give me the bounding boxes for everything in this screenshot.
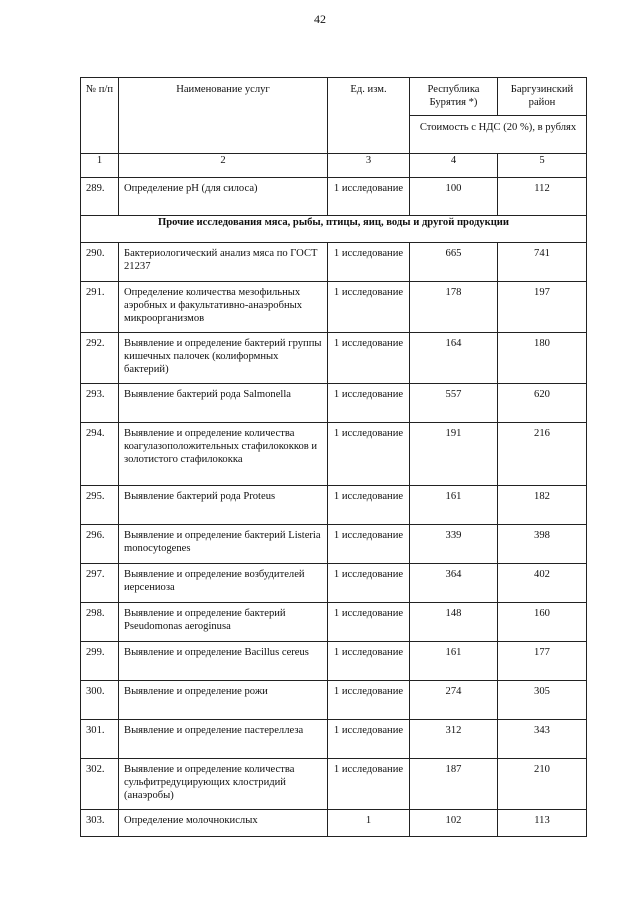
row-number: 299. <box>81 642 119 681</box>
service-name: Бактериологический анализ мяса по ГОСТ 21237 <box>119 243 328 282</box>
price-republic: 364 <box>410 564 498 603</box>
service-name: Определение pH (для силоса) <box>119 178 328 216</box>
price-republic: 187 <box>410 759 498 810</box>
service-name: Выявление и определение количества сульфитредуцирующих клостридий (анаэробы) <box>119 759 328 810</box>
service-name: Выявление и определение бактерий Pseudomonas aeroginusa <box>119 603 328 642</box>
price-barguzin: 620 <box>498 384 587 423</box>
row-number: 294. <box>81 423 119 486</box>
row-number: 298. <box>81 603 119 642</box>
price-barguzin: 741 <box>498 243 587 282</box>
price-republic: 178 <box>410 282 498 333</box>
table-row <box>81 243 587 282</box>
price-republic: 665 <box>410 243 498 282</box>
table-row <box>81 486 587 525</box>
header-unit: Ед. изм. <box>328 78 410 154</box>
row-number: 303. <box>81 810 119 837</box>
unit: 1 <box>328 810 410 837</box>
price-republic: 312 <box>410 720 498 759</box>
unit: 1 исследование <box>328 243 410 282</box>
unit: 1 исследование <box>328 178 410 216</box>
unit: 1 исследование <box>328 333 410 384</box>
unit: 1 исследование <box>328 486 410 525</box>
table-row <box>81 759 587 810</box>
price-barguzin: 305 <box>498 681 587 720</box>
unit: 1 исследование <box>328 759 410 810</box>
row-number: 296. <box>81 525 119 564</box>
table-row <box>81 603 587 642</box>
section-title: Прочие исследования мяса, рыбы, птицы, яиц, воды и другой продукции <box>81 216 587 243</box>
service-name: Выявление и определение рожи <box>119 681 328 720</box>
price-barguzin: 210 <box>498 759 587 810</box>
page-number: 42 <box>314 12 326 26</box>
row-number: 293. <box>81 384 119 423</box>
service-name: Выявление и определение Bacillus cereus <box>119 642 328 681</box>
unit: 1 исследование <box>328 681 410 720</box>
service-name: Выявление и определение бактерий группы кишечных палочек (колиформных бактерий) <box>119 333 328 384</box>
table-row <box>81 525 587 564</box>
row-number: 295. <box>81 486 119 525</box>
row-number: 300. <box>81 681 119 720</box>
price-republic: 274 <box>410 681 498 720</box>
service-name: Определение молочнокислых <box>119 810 328 837</box>
table-row <box>81 564 587 603</box>
service-name: Выявление и определение бактерий Listeria monocytogenes <box>119 525 328 564</box>
column-number: 1 <box>81 154 119 178</box>
table-row <box>81 720 587 759</box>
header-republic: Республика Бурятия *) <box>410 78 498 116</box>
row-number: 291. <box>81 282 119 333</box>
header-num: № п/п <box>81 78 119 154</box>
column-number: 3 <box>328 154 410 178</box>
row-number: 290. <box>81 243 119 282</box>
service-name: Выявление и определение возбудителей иерсениоза <box>119 564 328 603</box>
header-cost-label: Стоимость с НДС (20 %), в рублях <box>410 116 587 154</box>
table-row <box>81 423 587 486</box>
row-number: 289. <box>81 178 119 216</box>
table-row <box>81 282 587 333</box>
service-name: Выявление и определение пастереллеза <box>119 720 328 759</box>
row-number: 297. <box>81 564 119 603</box>
price-barguzin: 398 <box>498 525 587 564</box>
table-row <box>81 810 587 837</box>
service-name: Определение количества мезофильных аэробных и факультативно-анаэробных микроорганизмов <box>119 282 328 333</box>
price-republic: 164 <box>410 333 498 384</box>
unit: 1 исследование <box>328 423 410 486</box>
unit: 1 исследование <box>328 282 410 333</box>
price-barguzin: 197 <box>498 282 587 333</box>
unit: 1 исследование <box>328 720 410 759</box>
column-number: 5 <box>498 154 587 178</box>
column-number: 2 <box>119 154 328 178</box>
price-barguzin: 112 <box>498 178 587 216</box>
unit: 1 исследование <box>328 603 410 642</box>
price-republic: 191 <box>410 423 498 486</box>
table-row <box>81 178 587 216</box>
price-republic: 161 <box>410 642 498 681</box>
service-name: Выявление и определение количества коагулазоположительных стафилококков и золотистого стафилококка <box>119 423 328 486</box>
unit: 1 исследование <box>328 384 410 423</box>
unit: 1 исследование <box>328 525 410 564</box>
table-row <box>81 384 587 423</box>
price-barguzin: 343 <box>498 720 587 759</box>
price-barguzin: 160 <box>498 603 587 642</box>
price-republic: 100 <box>410 178 498 216</box>
table-row <box>81 642 587 681</box>
column-number: 4 <box>410 154 498 178</box>
price-republic: 102 <box>410 810 498 837</box>
row-number: 302. <box>81 759 119 810</box>
service-name: Выявление бактерий рода Proteus <box>119 486 328 525</box>
price-republic: 148 <box>410 603 498 642</box>
table-row <box>81 333 587 384</box>
price-republic: 557 <box>410 384 498 423</box>
service-name: Выявление бактерий рода Salmonella <box>119 384 328 423</box>
table-row <box>81 681 587 720</box>
price-republic: 339 <box>410 525 498 564</box>
price-barguzin: 216 <box>498 423 587 486</box>
unit: 1 исследование <box>328 642 410 681</box>
price-barguzin: 113 <box>498 810 587 837</box>
unit: 1 исследование <box>328 564 410 603</box>
price-barguzin: 402 <box>498 564 587 603</box>
row-number: 301. <box>81 720 119 759</box>
row-number: 292. <box>81 333 119 384</box>
price-barguzin: 177 <box>498 642 587 681</box>
price-barguzin: 182 <box>498 486 587 525</box>
header-barguzin: Баргузинский район <box>498 78 587 116</box>
price-republic: 161 <box>410 486 498 525</box>
price-barguzin: 180 <box>498 333 587 384</box>
price-table <box>80 77 587 837</box>
header-name: Наименование услуг <box>119 78 328 154</box>
